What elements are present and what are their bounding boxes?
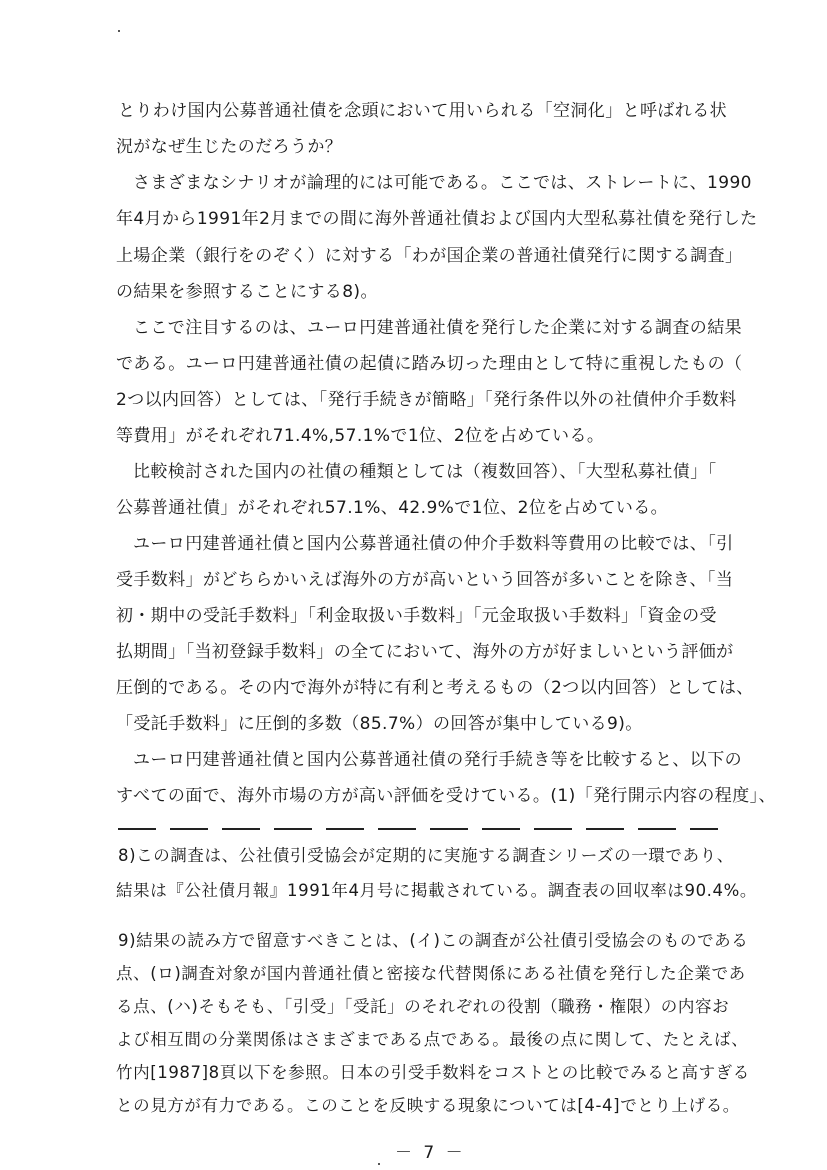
body-line: ここで注目するのは、ユーロ円建普通社債を発行した企業に対する調査の結果 [133, 318, 742, 338]
body-line: 圧倒的である。その内で海外が特に有利と考えるもの（2つ以内回答）としては、 [116, 678, 754, 698]
footnote-line: 8)この調査は、公社債引受協会が定期的に実施する調査シリーズの一環であり、 [118, 846, 734, 865]
scan-speck [378, 1163, 380, 1165]
scan-speck [118, 30, 120, 32]
footnote-line: 結果は『公社債月報』1991年4月号に掲載されている。調査表の回収率は90.4%。 [116, 881, 758, 900]
body-line: ユーロ円建普通社債と国内公募普通社債の発行手続き等を比較すると、以下の [133, 750, 742, 770]
body-line: ユーロ円建普通社債と国内公募普通社債の仲介手数料等費用の比較では、「引 [133, 534, 734, 554]
body-line: さまざまなシナリオが論理的には可能である。ここでは、ストレートに、1990 [133, 173, 752, 193]
body-line: すべての面で、海外市場の方が高い評価を受けている。(1)「発行開示内容の程度」、 [116, 786, 776, 806]
body-line: 況がなぜ生じたのだろうか？ [116, 137, 343, 157]
body-line: 年4月から1991年2月までの間に海外普通社債および国内大型私募社債を発行した [116, 209, 758, 229]
body-line: 公募普通社債」がそれぞれ57.1%、42.9%で1位、2位を占めている。 [116, 498, 669, 518]
footnote-line: る点、(ハ)そもそも、「引受」「受託」のそれぞれの役割（職務・権限）の内容お [116, 997, 730, 1016]
body-line: 比較検討された国内の社債の種類としては（複数回答）、「大型私募社債」「 [133, 462, 717, 482]
body-line: の結果を参照することにする8)。 [116, 282, 378, 302]
body-line: とりわけ国内公募普通社債を念頭において用いられる「空洞化」と呼ばれる状 [118, 101, 727, 121]
body-line: 上場企業（銀行をのぞく）に対する「わが国企業の普通社債発行に関する調査」 [116, 246, 743, 266]
footnote-separator [118, 828, 718, 830]
body-line: 等費用」がそれぞれ71.4%,57.1%で1位、2位を占めている。 [116, 426, 605, 446]
footnote-line: よび相互間の分業関係はさまざまである点である。最後の点に関して、たとえば、 [116, 1030, 749, 1049]
footnote-line: との見方が有力である。このことを反映する現象については[4-4]でとり上げる。 [116, 1096, 740, 1115]
body-line: 受手数料」がどちらかいえば海外の方が高いという回答が多いことを除き、「当 [116, 570, 734, 590]
footnote-line: 竹内[1987]8頁以下を参照。日本の引受手数料をコストとの比較でみると高すぎる [116, 1063, 750, 1082]
body-line: 初・期中の受託手数料」「利金取扱い手数料」「元金取扱い手数料」「資金の受 [116, 606, 717, 626]
body-line: 2つ以内回答）としては、「発行手続きが簡略」「発行条件以外の社債仲介手数料 [116, 390, 737, 410]
body-line: 「受託手数料」に圧倒的多数（85.7%）の回答が集中している9)。 [116, 714, 643, 734]
body-line: である。ユーロ円建普通社債の起債に踏み切った理由として特に重視したもの（ [116, 354, 743, 374]
page-number: － 7 － [395, 1143, 466, 1163]
footnote-line: 9)結果の読み方で留意すべきことは、(イ)この調査が公社債引受協会のものである [118, 931, 749, 950]
body-line: 払期間」「当初登録手数料」の全てにおいて、海外の方が好ましいという評価が [116, 642, 734, 662]
footnote-line: 点、(ロ)調査対象が国内普通社債と密接な代替関係にある社債を発行した企業であ [116, 964, 746, 983]
